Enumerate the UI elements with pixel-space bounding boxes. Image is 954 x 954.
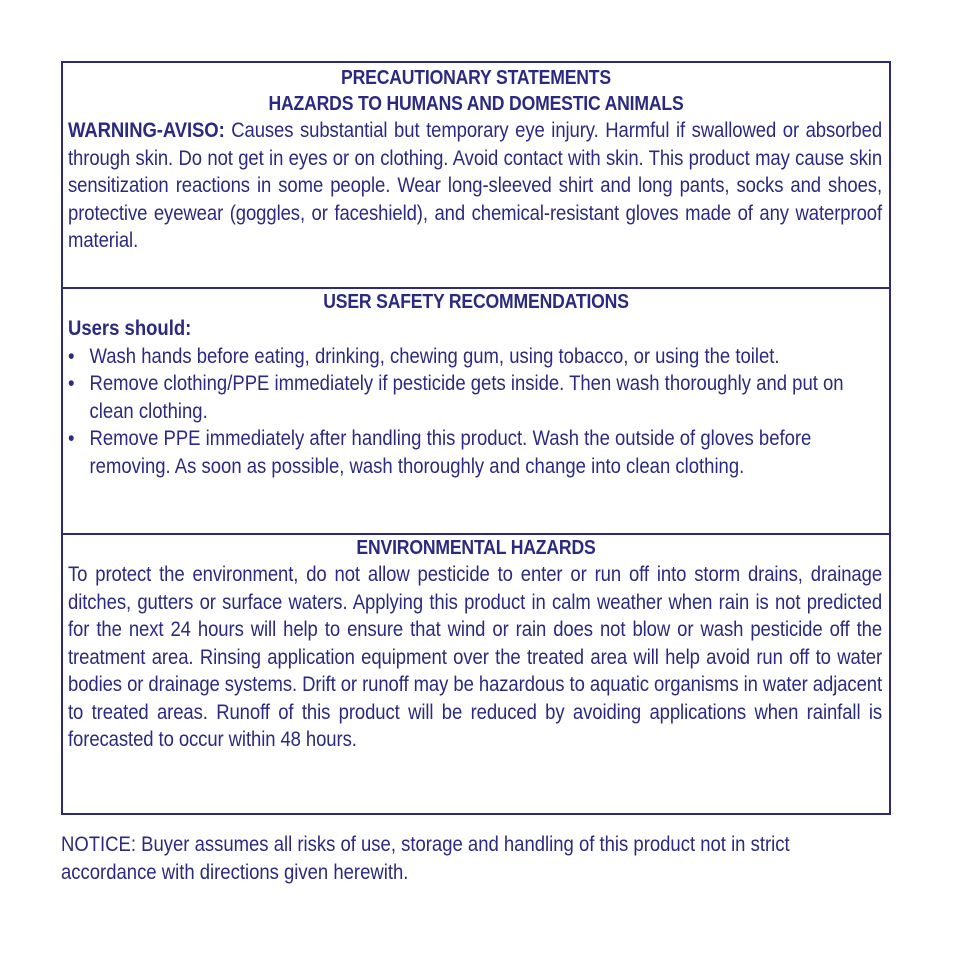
precautionary-label-box bbox=[61, 61, 891, 815]
precautionary-statements-heading: PRECAUTIONARY STATEMENTS bbox=[341, 67, 611, 89]
warning-label: WARNING-AVISO: bbox=[68, 118, 225, 142]
hazards-section bbox=[63, 65, 889, 287]
warning-text: Causes substantial but temporary eye injury. Harmful if swallowed or absorbed through skin. Do not get in eyes or on clothing. Avoid contact with skin. This product may cause skin sensitization reactions in some people. Wear long-sleeved shirt and long pants, socks and shoes, protective eyewear (goggles, or faceshield), and chemical-resistant gloves made of any waterproof material. bbox=[68, 118, 883, 252]
notice-paragraph: NOTICE: Buyer assumes all risks of use, storage and handling of this product not in strict accordance with directions given herewith. bbox=[61, 832, 790, 884]
users-should-label: Users should: bbox=[68, 316, 192, 340]
user-safety-section bbox=[63, 287, 889, 533]
bullet-icon: • bbox=[68, 426, 75, 450]
warning-paragraph bbox=[68, 117, 882, 255]
user-safety-heading: USER SAFETY RECOMMENDATIONS bbox=[323, 291, 629, 313]
list-item-text: Remove PPE immediately after handling this product. Wash the outside of gloves before removing. As soon as possible, wash thoroughly and change into clean clothing. bbox=[89, 426, 812, 478]
environmental-hazards-heading: ENVIRONMENTAL HAZARDS bbox=[356, 537, 596, 559]
list-item bbox=[68, 425, 882, 480]
user-safety-list bbox=[68, 343, 882, 481]
list-item bbox=[68, 343, 882, 371]
environmental-section bbox=[63, 533, 889, 815]
bullet-icon: • bbox=[68, 371, 75, 395]
list-item bbox=[68, 370, 882, 425]
environmental-paragraph: To protect the environment, do not allow pesticide to enter or run off into storm drains, drainage ditches, gutters or surface waters. Applying this product in calm weather when rain is not predicted for the next 24 hours will help to ensure that wind or rain does not blow or wash pesticide off the treatment area. Rinsing application equipment over the treated area will help avoid run off to water bodies or drainage systems. Drift or runoff may be hazardous to aquatic organisms in water adjacent to treated areas. Runoff of this product will be reduced by avoiding applications when rainfall is forecasted to occur within 48 hours. bbox=[68, 562, 883, 751]
bullet-icon: • bbox=[68, 343, 75, 368]
list-item-text: Wash hands before eating, drinking, chewing gum, using tobacco, or using the toilet. bbox=[89, 343, 780, 368]
list-item-text: Remove clothing/PPE immediately if pesticide gets inside. Then wash thoroughly and put on clean clothing. bbox=[89, 371, 844, 423]
hazards-humans-animals-heading: HAZARDS TO HUMANS AND DOMESTIC ANIMALS bbox=[268, 93, 684, 115]
